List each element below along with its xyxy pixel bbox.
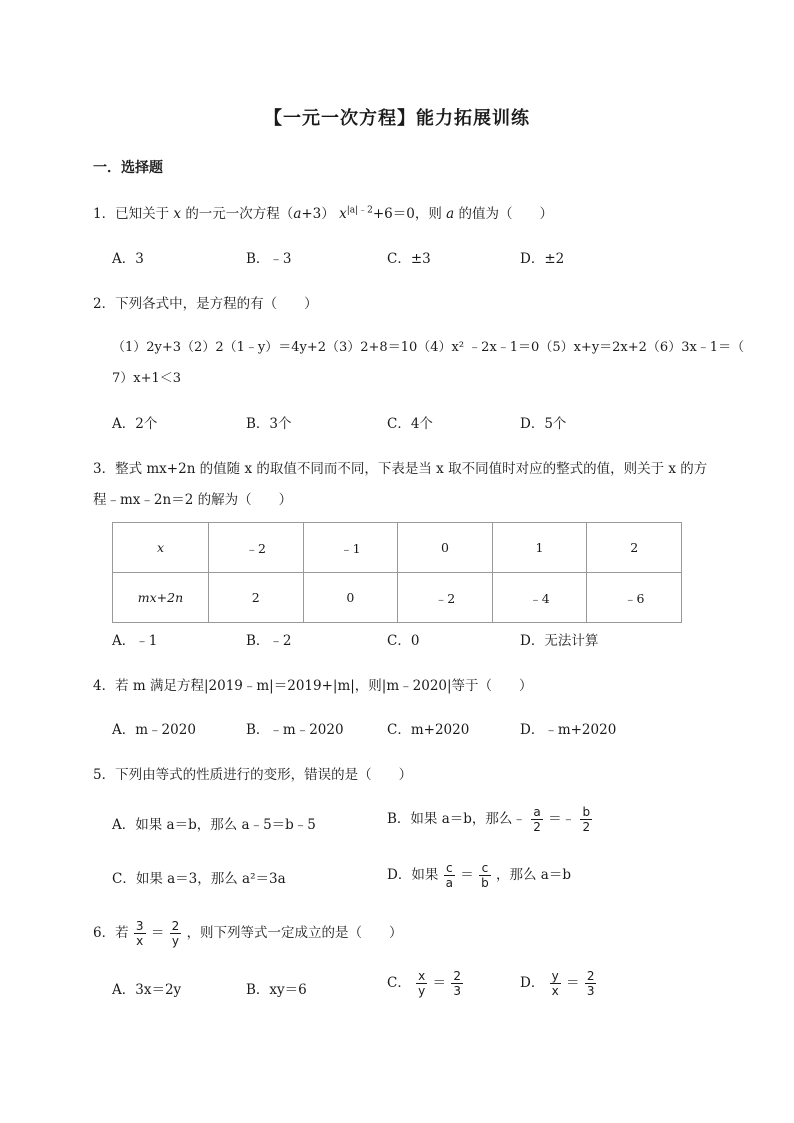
q6-option-d (520, 969, 597, 998)
q1-text-2: 的一元一次方程（ (185, 206, 294, 222)
q1-option-a: A．3 (112, 251, 144, 267)
fraction: $\frac{b}{2}$ (582, 805, 591, 834)
q5-option-b-equals: ＝﹣ (548, 811, 576, 827)
q3-option-a: A．﹣1 (112, 633, 158, 649)
q3-option-b: B．﹣2 (246, 633, 292, 649)
table-cell: 2 (587, 523, 682, 573)
fraction: $\frac{3}{x}$ (135, 919, 144, 948)
fraction: $\frac{y}{x}$ (551, 969, 559, 998)
q2-option-a: A．2个 (112, 416, 158, 432)
table-cell: ﹣1 (303, 523, 398, 573)
section-heading: 一．选择题 (93, 160, 163, 176)
fraction: $\frac{c}{a}$ (445, 861, 453, 890)
q5-option-b (387, 805, 593, 834)
q1-option-b: B．﹣3 (246, 251, 292, 267)
table-cell: ﹣2 (208, 523, 303, 573)
q6-option-c (387, 969, 464, 998)
table-cell: 1 (492, 523, 587, 573)
q1-var-a2: a (446, 206, 455, 222)
q3-option-c: C．0 (387, 633, 420, 649)
q2-option-d: D．5个 (520, 416, 567, 432)
q6-option-c-prefix: C． (387, 975, 411, 991)
table-cell: ﹣4 (492, 573, 587, 623)
fraction: $\frac{a}{2}$ (533, 805, 541, 834)
q1-text-5: 的值为（ ） (458, 206, 554, 222)
q5-option-d-equals: ＝ (460, 867, 474, 883)
q1-var-a: a (293, 206, 302, 222)
page-title: 【一元一次方程】能力拓展训练 (264, 108, 530, 129)
table-cell: x (113, 523, 209, 573)
q4-option-c: C．m+2020 (387, 722, 470, 738)
q6-option-b: B．xy＝6 (246, 982, 307, 998)
question-3-stem-line-2: 程﹣mx﹣2n＝2 的解为（ ） (93, 492, 293, 508)
q1-var-x2: x (339, 206, 347, 222)
table-row (113, 573, 682, 623)
table-row (113, 523, 682, 573)
table-cell: 0 (303, 573, 398, 623)
q1-option-c: C．±3 (387, 251, 431, 267)
q2-option-b: B．3个 (246, 416, 292, 432)
q1-text-1: 已知关于 (115, 206, 170, 222)
q5-option-b-prefix: B．如果 a＝b，那么﹣ (387, 811, 526, 827)
q5-option-d-prefix: D．如果 (387, 867, 439, 883)
q1-option-d: D．±2 (520, 251, 565, 267)
q1-num: 1． (93, 206, 116, 222)
table-cell: 2 (208, 573, 303, 623)
question-2-stem: 2．下列各式中，是方程的有（ ） (93, 296, 318, 312)
q2-option-c: C．4个 (387, 416, 433, 432)
q6-prefix: 6．若 (93, 925, 129, 941)
q6-option-c-equals: ＝ (432, 975, 447, 991)
q2-expressions-line-2: 7）x+1＜3 (112, 371, 182, 386)
q4-option-b: B．﹣m﹣2020 (246, 722, 344, 738)
q5-option-a: A．如果 a＝b，那么 a﹣5＝b﹣5 (112, 817, 316, 833)
q1-exponent: |a|﹣2 (346, 205, 373, 216)
question-3-stem-line-1: 3．整式 mx+2n 的值随 x 的取值不同而不同，下表是当 x 取不同值时对应的整式的值，则关于 x 的方 (93, 461, 708, 477)
fraction: $\frac{2}{3}$ (586, 969, 595, 998)
q4-option-a: A．m﹣2020 (112, 722, 196, 738)
fraction: $\frac{2}{3}$ (453, 969, 461, 998)
q3-option-d: D．无法计算 (520, 633, 599, 649)
q6-option-d-prefix: D． (520, 975, 545, 991)
q2-expressions-line-1: （1）2y+3（2）2（1﹣y）＝4y+2（3）2+8＝10（4）x² ﹣2x﹣1＝0（5）x+y＝2x+2（6）3x﹣1＝（ (112, 340, 745, 355)
q1-var-x: x (173, 206, 182, 222)
q6-option-d-equals: ＝ (566, 975, 580, 991)
table-cell: 0 (398, 523, 493, 573)
q5-option-d-suffix: ，那么 a＝b (496, 867, 571, 883)
q1-text-3: +3） (301, 206, 335, 222)
fraction: $\frac{x}{y}$ (418, 969, 426, 998)
q6-option-a: A．3x＝2y (112, 982, 182, 998)
q4-option-d: D．﹣m+2020 (520, 722, 617, 738)
question-1-stem (93, 202, 553, 222)
question-5-stem: 5．下列由等式的性质进行的变形，错误的是（ ） (93, 767, 413, 783)
table-cell: ﹣6 (587, 573, 682, 623)
q6-equals: ＝ (150, 925, 165, 941)
q3-value-table (112, 522, 682, 623)
q6-suffix: ，则下列等式一定成立的是（ ） (186, 925, 403, 941)
fraction: $\frac{c}{b}$ (481, 861, 489, 890)
question-4-stem: 4．若 m 满足方程|2019﹣m|＝2019+|m|，则|m﹣2020|等于（ ） (93, 678, 533, 694)
table-cell: mx+2n (113, 573, 209, 623)
question-6-stem (93, 919, 403, 948)
table-cell: ﹣2 (398, 573, 493, 623)
fraction: $\frac{2}{y}$ (171, 919, 180, 948)
q5-option-d (387, 861, 571, 890)
q5-option-c: C．如果 a＝3，那么 a²＝3a (112, 871, 286, 887)
q1-text-4: +6＝0，则 (372, 206, 442, 222)
